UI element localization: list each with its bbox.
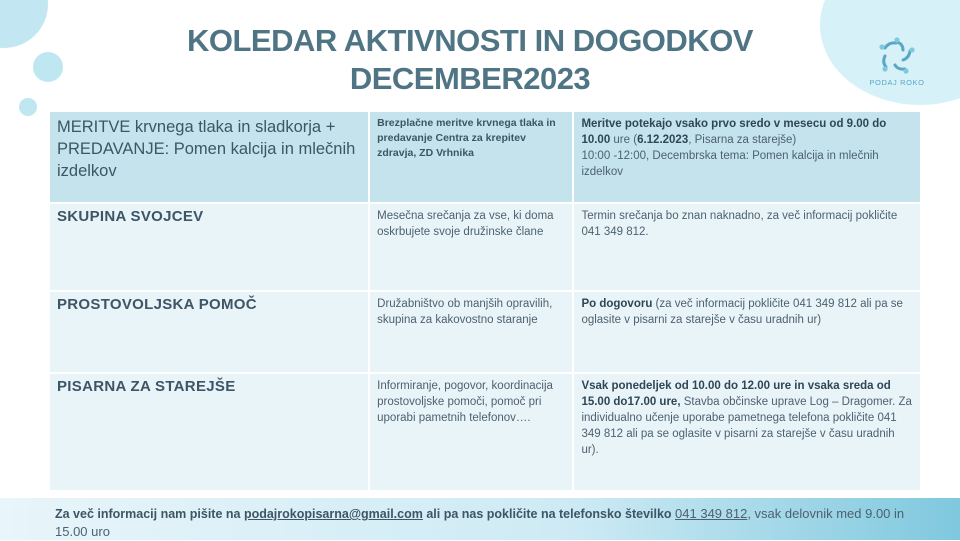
- activity-details-cell: [573, 111, 921, 203]
- activity-details-cell: [573, 203, 921, 291]
- activity-name: PROSTOVOLJSKA POMOČ: [57, 296, 257, 313]
- activity-details: Meritve potekajo vsako prvo sredo v mesecu od 9.00 do 10.00 ure (6.12.2023, Pisarna za starejše) 10:00 -12:00, Decembrska tema: Pomen kalcija in mlečnih izdelkov: [581, 118, 887, 178]
- decor-dot: [19, 98, 37, 116]
- activity-details: Termin srečanja bo znan naknadno, za več informacij pokličite 041 349 812.: [581, 210, 898, 238]
- activity-description-cell: [369, 291, 573, 373]
- activity-description: Družabništvo ob manjših opravilih, skupina za kakovostno staranje: [377, 298, 553, 326]
- decor-dot: [33, 52, 63, 82]
- activity-description-cell: [369, 111, 573, 203]
- podaj-roko-logo: [866, 36, 928, 96]
- activity-name-cell: [49, 111, 369, 203]
- title-line-1: KOLEDAR AKTIVNOSTI IN DOGODKOV: [187, 23, 753, 58]
- activity-details-cell: [573, 291, 921, 373]
- activity-name: SKUPINA SVOJCEV: [57, 208, 204, 225]
- activity-description: Informiranje, pogovor, koordinacija prostovoljske pomoči, pomoč pri uporabi pametnih telefonov….: [377, 380, 553, 424]
- activity-name: MERITVE krvnega tlaka in sladkorja + PREDAVANJE: Pomen kalcija in mlečnih izdelkov: [57, 118, 356, 180]
- activity-description-cell: [369, 203, 573, 291]
- page-title: [100, 22, 840, 98]
- footer-contact: Za več informacij nam pišite na podajrokopisarna@gmail.com ali pa nas pokličite na telefonsko številko 041 349 812, vsak delovnik med 9.00 in 15.00 uro: [55, 506, 905, 539]
- activities-table: [48, 110, 922, 492]
- title-line-2: DECEMBER2023: [349, 61, 591, 96]
- activity-details-cell: [573, 373, 921, 491]
- activity-name-cell: [49, 373, 369, 491]
- activity-details: Vsak ponedeljek od 10.00 do 12.00 ure in vsaka sreda od 15.00 do17.00 ure, Stavba občinske uprave Log – Dragomer. Za individualno učenje uporabe pametnega telefona pokličite 041 349 812 ali pa se oglasite v pisarni za starejše v času uradnih ur).: [581, 380, 912, 456]
- activity-description-cell: [369, 373, 573, 491]
- activity-name-cell: [49, 291, 369, 373]
- activity-name-cell: [49, 203, 369, 291]
- activity-details: Po dogovoru (za več informacij pokličite 041 349 812 ali pa se oglasite v pisarni za starejše v času uradnih ur): [581, 298, 903, 326]
- table-row: [49, 203, 921, 291]
- corner-circle-decoration: [0, 0, 48, 48]
- activity-name: PISARNA ZA STAREJŠE: [57, 378, 236, 395]
- table-row: [49, 373, 921, 491]
- phone-link[interactable]: 041 349 812: [675, 506, 748, 521]
- activity-description: Mesečna srečanja za vse, ki doma oskrbujete svoje družinske člane: [377, 210, 554, 238]
- activity-description: Brezplačne meritve krvnega tlaka in predavanje Centra za krepitev zdravja, ZD Vrhnika: [377, 117, 556, 159]
- email-link[interactable]: podajrokopisarna@gmail.com: [243, 507, 423, 521]
- logo-text: PODAJ ROKO: [869, 78, 925, 87]
- hands-circle-icon: [877, 36, 917, 76]
- table-row: [49, 291, 921, 373]
- table-row: [49, 111, 921, 203]
